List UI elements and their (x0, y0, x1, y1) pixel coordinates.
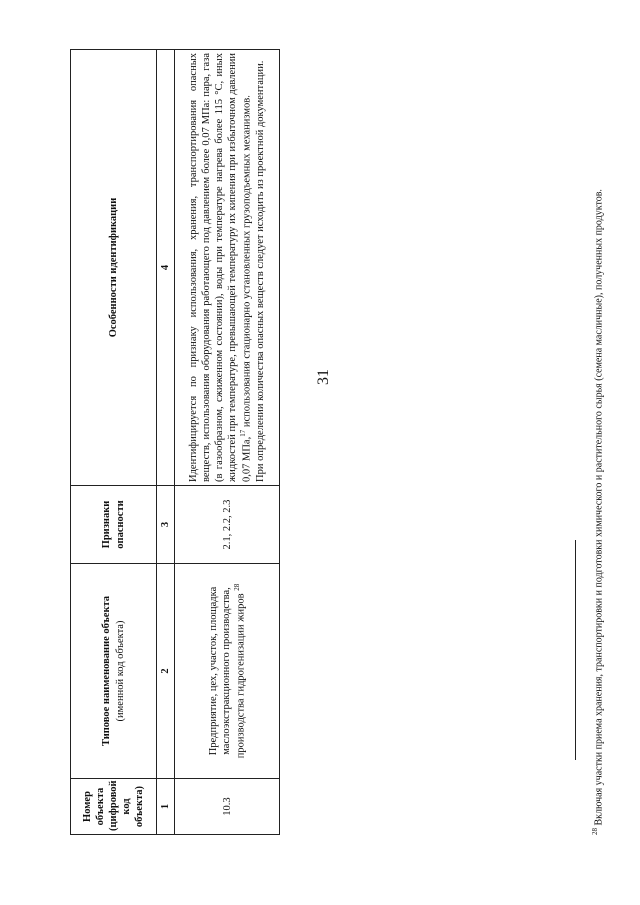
features-paragraph-2: При определении количества опасных веществ следует исходить из проектной документации. (255, 60, 267, 482)
header-features: Особенности идентификации (71, 50, 157, 486)
footnote-ref-17: 17 (239, 429, 248, 437)
row-code: 10.3 (175, 779, 280, 835)
col-number-2: 2 (157, 564, 175, 779)
page-number: 31 (315, 369, 332, 385)
landscape-content (70, 50, 280, 835)
header-signs: Признаки опасности (71, 486, 157, 564)
col-number-3: 3 (157, 486, 175, 564)
features-paragraph-1 (187, 53, 254, 482)
header-name-title: Типовое наименование объекта (101, 595, 113, 747)
row-signs: 2.1, 2.2, 2.3 (175, 486, 280, 564)
features-p1-end: использования стационарно установленных грузоподъемных механизмов. (241, 95, 253, 430)
footnote-ref-28: 28 (232, 583, 241, 591)
header-name (71, 564, 157, 779)
row-name-text: Предприятие, цех, участок, площадка маслоэкстракционного производства, производства гидрогенизации жиров (207, 586, 247, 759)
footnote (591, 135, 604, 835)
footnote-separator (575, 540, 576, 760)
column-number-row (157, 50, 175, 835)
footnote-number: 28 (591, 828, 599, 835)
row-features (175, 50, 280, 486)
header-name-sub: (именной код объекта) (114, 620, 126, 722)
table-header-row (71, 50, 157, 835)
header-code: Номер объекта (цифровой код объекта) (71, 779, 157, 835)
col-number-1: 1 (157, 779, 175, 835)
table-row (175, 50, 280, 835)
identification-table (70, 49, 280, 835)
features-p1-text: Идентифицируется по признаку использования, хранения, транспортирования опасных веществ, использования оборудования работающего под давлением более 0,07 МПа: пара, газа (в газообразном, сжиженном состоянии), воды при температуре нагрева более 115 °С, иных жидкостей при температуре, превышающей температуру их кипения при избыточном давлении 0,07 МПа, (187, 53, 253, 482)
footnote-text: Включая участки приема хранения, транспортировки и подготовки химического и растительного сырья (семена масличные), полученных продуктов. (593, 189, 605, 828)
col-number-4: 4 (157, 50, 175, 486)
row-name (175, 564, 280, 779)
